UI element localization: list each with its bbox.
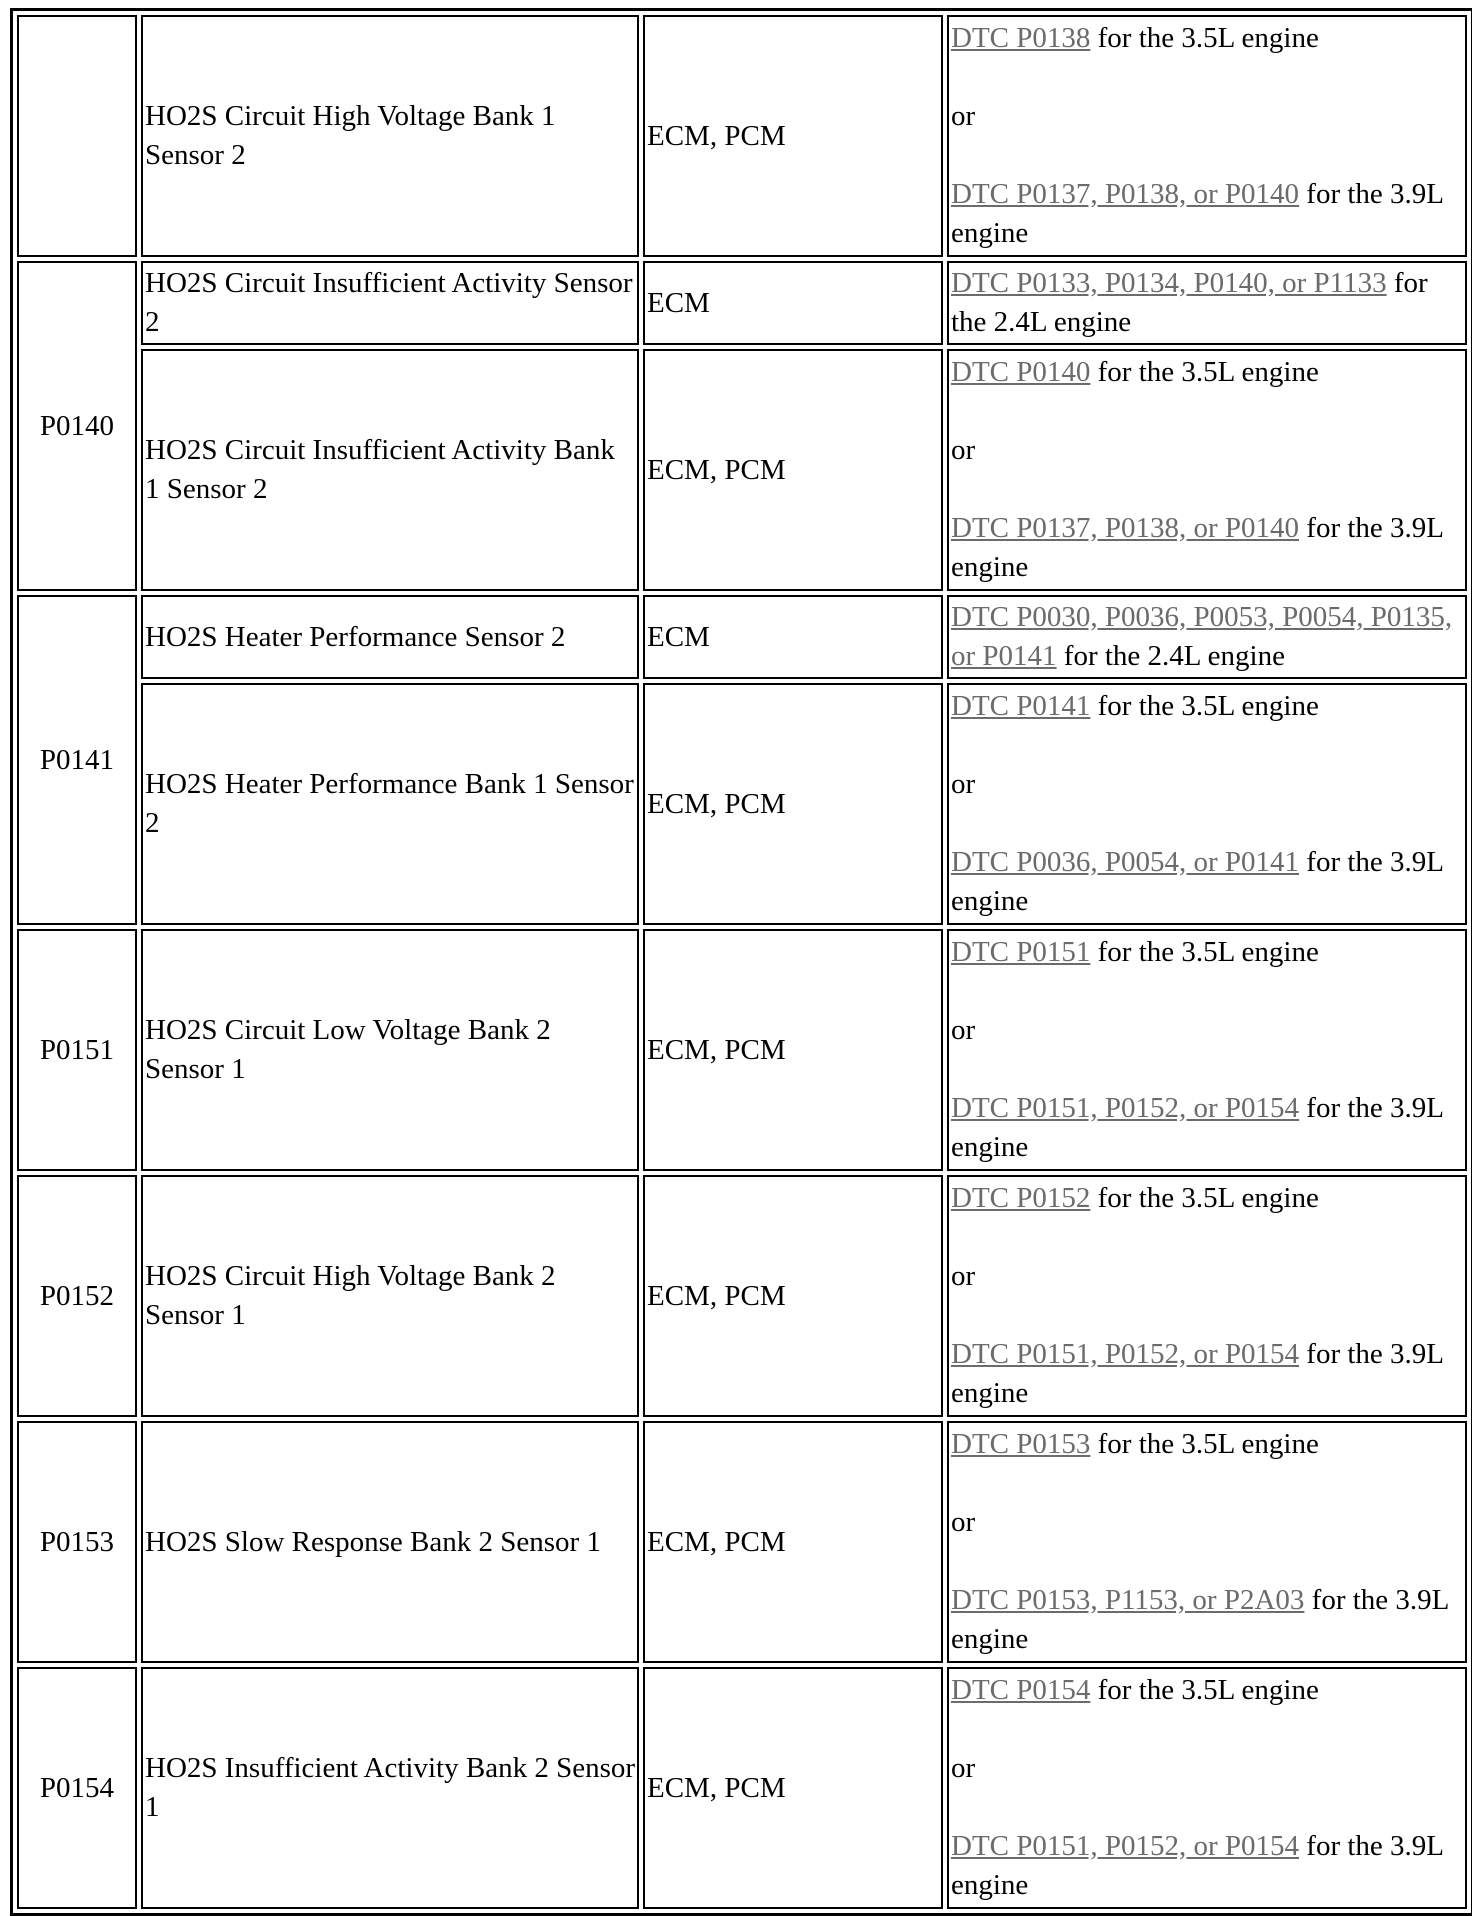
dtc-code-cell: P0153	[17, 1421, 137, 1663]
dtc-code-cell: P0152	[17, 1175, 137, 1417]
table-row	[17, 929, 1467, 1171]
description-cell: HO2S Circuit Insufficient Activity Sensor 2	[141, 261, 639, 345]
or-text: or	[951, 1260, 976, 1292]
table-row	[17, 1175, 1467, 1417]
description-cell: HO2S Circuit High Voltage Bank 1 Sensor 2	[141, 15, 639, 257]
table-row	[17, 261, 1467, 345]
reference-cell	[947, 683, 1467, 925]
reference-cell	[947, 595, 1467, 679]
reference-text: for the 3.9L engine	[951, 1338, 1443, 1409]
dtc-link[interactable]: DTC P0153, P1153, or P2A03	[951, 1584, 1305, 1616]
table-row	[17, 349, 1467, 591]
reference-cell	[947, 261, 1467, 345]
reference-text: for the 3.5L engine	[1090, 1182, 1319, 1214]
or-text: or	[951, 1506, 976, 1538]
dtc-link[interactable]: DTC P0151, P0152, or P0154	[951, 1092, 1300, 1124]
reference-text: for the 3.9L engine	[951, 846, 1443, 917]
or-text: or	[951, 100, 976, 132]
or-text: or	[951, 768, 976, 800]
reference-text: for the 3.9L engine	[951, 1830, 1443, 1901]
reference-text: for the 3.5L engine	[1090, 690, 1319, 722]
description-cell: HO2S Circuit Insufficient Activity Bank 1 Sensor 2	[141, 349, 639, 591]
module-cell: ECM, PCM	[643, 349, 943, 591]
or-text: or	[951, 434, 976, 466]
reference-cell	[947, 1421, 1467, 1663]
module-cell: ECM	[643, 261, 943, 345]
dtc-link[interactable]: DTC P0137, P0138, or P0140	[951, 178, 1300, 210]
reference-text: for the 3.5L engine	[1090, 936, 1319, 968]
dtc-link[interactable]: DTC P0151, P0152, or P0154	[951, 1338, 1300, 1370]
module-cell: ECM, PCM	[643, 15, 943, 257]
reference-text: for the 3.9L engine	[951, 1092, 1443, 1163]
dtc-code-cell: P0141	[17, 595, 137, 925]
reference-cell	[947, 1667, 1467, 1909]
module-cell: ECM, PCM	[643, 683, 943, 925]
dtc-code-cell: P0154	[17, 1667, 137, 1909]
reference-text: for the 2.4L engine	[951, 267, 1428, 338]
dtc-link[interactable]: DTC P0140	[951, 356, 1091, 388]
dtc-table	[10, 8, 1472, 1916]
dtc-link[interactable]: DTC P0151	[951, 936, 1091, 968]
reference-text: for the 3.9L engine	[951, 1584, 1449, 1655]
description-cell: HO2S Heater Performance Sensor 2	[141, 595, 639, 679]
module-cell: ECM, PCM	[643, 1175, 943, 1417]
reference-text: for the 2.4L engine	[1056, 640, 1285, 672]
document-page	[10, 8, 1460, 1916]
dtc-link[interactable]: DTC P0138	[951, 22, 1091, 54]
table-row	[17, 1421, 1467, 1663]
dtc-link[interactable]: DTC P0154	[951, 1674, 1091, 1706]
dtc-link[interactable]: DTC P0152	[951, 1182, 1091, 1214]
dtc-code-cell	[17, 15, 137, 257]
reference-cell	[947, 349, 1467, 591]
dtc-link[interactable]: DTC P0153	[951, 1428, 1091, 1460]
or-text: or	[951, 1752, 976, 1784]
reference-text: for the 3.5L engine	[1090, 1674, 1319, 1706]
dtc-link[interactable]: DTC P0133, P0134, P0140, or P1133	[951, 267, 1387, 299]
table-row	[17, 15, 1467, 257]
table-row	[17, 1667, 1467, 1909]
description-cell: HO2S Circuit High Voltage Bank 2 Sensor 1	[141, 1175, 639, 1417]
dtc-link[interactable]: DTC P0137, P0138, or P0140	[951, 512, 1300, 544]
or-text: or	[951, 1014, 976, 1046]
description-cell: HO2S Insufficient Activity Bank 2 Sensor 1	[141, 1667, 639, 1909]
reference-text: for the 3.9L engine	[951, 178, 1443, 249]
reference-cell	[947, 929, 1467, 1171]
reference-text: for the 3.5L engine	[1090, 356, 1319, 388]
reference-text: for the 3.9L engine	[951, 512, 1443, 583]
table-row	[17, 683, 1467, 925]
dtc-link[interactable]: DTC P0030, P0036, P0053, P0054, P0135, or P0141	[951, 601, 1453, 672]
dtc-code-cell: P0151	[17, 929, 137, 1171]
module-cell: ECM, PCM	[643, 1421, 943, 1663]
dtc-link[interactable]: DTC P0151, P0152, or P0154	[951, 1830, 1300, 1862]
description-cell: HO2S Slow Response Bank 2 Sensor 1	[141, 1421, 639, 1663]
module-cell: ECM	[643, 595, 943, 679]
dtc-code-cell: P0140	[17, 261, 137, 591]
reference-text: for the 3.5L engine	[1090, 1428, 1319, 1460]
description-cell: HO2S Circuit Low Voltage Bank 2 Sensor 1	[141, 929, 639, 1171]
dtc-link[interactable]: DTC P0141	[951, 690, 1091, 722]
reference-cell	[947, 1175, 1467, 1417]
module-cell: ECM, PCM	[643, 929, 943, 1171]
module-cell: ECM, PCM	[643, 1667, 943, 1909]
dtc-link[interactable]: DTC P0036, P0054, or P0141	[951, 846, 1300, 878]
description-cell: HO2S Heater Performance Bank 1 Sensor 2	[141, 683, 639, 925]
reference-cell	[947, 15, 1467, 257]
table-row	[17, 595, 1467, 679]
reference-text: for the 3.5L engine	[1090, 22, 1319, 54]
